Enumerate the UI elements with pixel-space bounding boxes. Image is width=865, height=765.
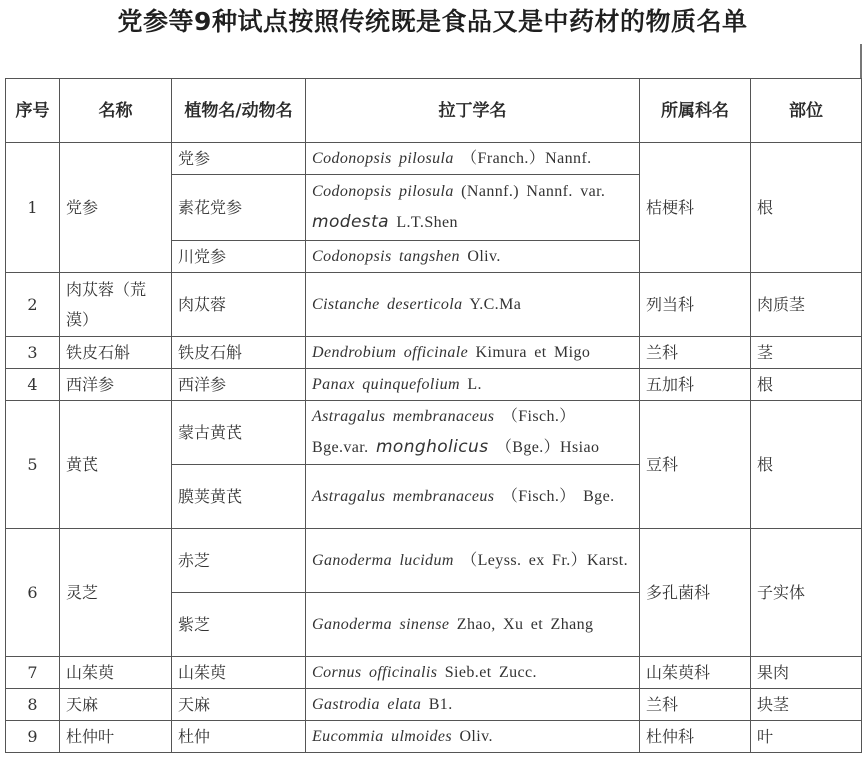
header-latin: 拉丁学名 [306,79,640,143]
latin-author: Zhao, Xu et Zhang [456,615,594,633]
plant-name: 西洋参 [172,369,306,401]
latin-name [306,337,640,369]
herb-name: 西洋参 [60,369,172,401]
latin-variety: mongholicus [375,437,489,457]
row-index: 6 [6,529,60,657]
plant-name: 川党参 [172,241,306,273]
plant-part: 叶 [751,721,862,753]
latin-species: pilosula [398,149,454,167]
herb-name: 灵芝 [60,529,172,657]
latin-mid: Bge.var. [312,439,369,456]
header-part: 部位 [751,79,862,143]
plant-part: 肉质茎 [751,273,862,337]
latin-genus: Gastrodia [312,695,380,713]
latin-genus: Codonopsis [312,149,392,167]
row-index: 4 [6,369,60,401]
table-row [6,721,862,753]
plant-part: 子实体 [751,529,862,657]
table-row [6,369,862,401]
latin-author: L. [467,375,482,393]
latin-species: officinale [403,343,469,361]
plant-name: 肉苁蓉 [172,273,306,337]
plant-part: 块茎 [751,689,862,721]
plant-name: 赤芝 [172,529,306,593]
family-name: 兰科 [640,689,751,721]
latin-genus: Cornus [312,663,362,681]
herb-name: 杜仲叶 [60,721,172,753]
family-name: 豆科 [640,401,751,529]
latin-species: quinquefolium [362,375,460,393]
latin-name [306,721,640,753]
latin-species: deserticola [387,295,463,313]
table-row [6,337,862,369]
plant-name: 紫芝 [172,593,306,657]
latin-species: membranaceus [392,487,495,505]
family-name: 兰科 [640,337,751,369]
herb-name: 黄芪 [60,401,172,529]
row-index: 1 [6,143,60,273]
plant-name: 山茱萸 [172,657,306,689]
plant-name: 杜仲 [172,721,306,753]
latin-author: Sieb.et Zucc. [444,663,537,681]
latin-author: B1. [428,695,453,713]
latin-name [306,657,640,689]
latin-species: pilosula [398,183,454,200]
latin-species: membranaceus [392,408,495,425]
header-family: 所属科名 [640,79,751,143]
herb-name: 天麻 [60,689,172,721]
row-index: 7 [6,657,60,689]
page-title: 党参等9种试点按照传统既是食品又是中药材的物质名单 [117,7,748,36]
plant-name: 蒙古黄芪 [172,401,306,465]
latin-author: Oliv. [459,727,493,745]
table-row [6,689,862,721]
latin-genus: Eucommia [312,727,384,745]
latin-species: ulmoides [391,727,453,745]
header-name: 名称 [60,79,172,143]
latin-author: (Nannf.) [461,183,519,200]
divider [860,44,862,78]
herb-table [5,78,862,753]
family-name: 杜仲科 [640,721,751,753]
latin-author: Oliv. [467,247,501,265]
plant-name: 素花党参 [172,175,306,241]
latin-name [306,175,640,241]
latin-name [306,401,640,465]
latin-mid: Nannf. var. [526,183,606,200]
row-index: 8 [6,689,60,721]
latin-genus: Cistanche [312,295,380,313]
table-row [6,529,862,593]
latin-species: elata [387,695,422,713]
latin-genus: Ganoderma [312,551,393,569]
header-row [6,79,862,143]
latin-name [306,465,640,529]
latin-genus: Dendrobium [312,343,397,361]
latin-genus: Codonopsis [312,247,392,265]
latin-author: Y.C.Ma [469,295,522,313]
plant-part: 根 [751,401,862,529]
latin-genus: Astragalus [312,408,386,425]
latin-genus: Astragalus [312,487,386,505]
family-name: 五加科 [640,369,751,401]
latin-genus: Panax [312,375,355,393]
latin-genus: Codonopsis [312,183,392,200]
latin-author-secondary: （Bge.）Hsiao [495,439,600,456]
latin-author-secondary: L.T.Shen [396,214,458,231]
herb-name: 山茱萸 [60,657,172,689]
latin-name [306,273,640,337]
table-row [6,143,862,175]
latin-species: lucidum [399,551,454,569]
latin-species: officinalis [368,663,438,681]
latin-name [306,241,640,273]
plant-name: 党参 [172,143,306,175]
row-index: 3 [6,337,60,369]
latin-author: （Franch.）Nannf. [461,149,592,167]
latin-name [306,143,640,175]
herb-name: 肉苁蓉（荒漠） [60,273,172,337]
plant-part: 果肉 [751,657,862,689]
plant-part: 茎 [751,337,862,369]
latin-author: Kimura et Migo [475,343,591,361]
family-name: 列当科 [640,273,751,337]
herb-name: 铁皮石斛 [60,337,172,369]
latin-author: （Fisch.） [501,408,576,425]
family-name: 山茱萸科 [640,657,751,689]
latin-author: （Leyss. ex Fr.）Karst. [461,551,629,569]
row-index: 2 [6,273,60,337]
header-index: 序号 [6,79,60,143]
latin-name [306,689,640,721]
latin-name [306,593,640,657]
plant-part: 根 [751,369,862,401]
row-index: 9 [6,721,60,753]
row-index: 5 [6,401,60,529]
family-name: 多孔菌科 [640,529,751,657]
latin-name [306,529,640,593]
plant-part: 根 [751,143,862,273]
latin-species: sinense [399,615,450,633]
latin-author: （Fisch.） [501,487,576,505]
plant-name: 铁皮石斛 [172,337,306,369]
latin-mid: Bge. [583,487,615,505]
latin-variety: modesta [312,212,389,232]
table-row [6,273,862,337]
plant-name: 膜荚黄芪 [172,465,306,529]
table-row [6,657,862,689]
table-body [6,143,862,753]
header-plant: 植物名/动物名 [172,79,306,143]
plant-name: 天麻 [172,689,306,721]
latin-name [306,369,640,401]
latin-genus: Ganoderma [312,615,393,633]
family-name: 桔梗科 [640,143,751,273]
table-row [6,401,862,465]
latin-species: tangshen [398,247,460,265]
herb-name: 党参 [60,143,172,273]
